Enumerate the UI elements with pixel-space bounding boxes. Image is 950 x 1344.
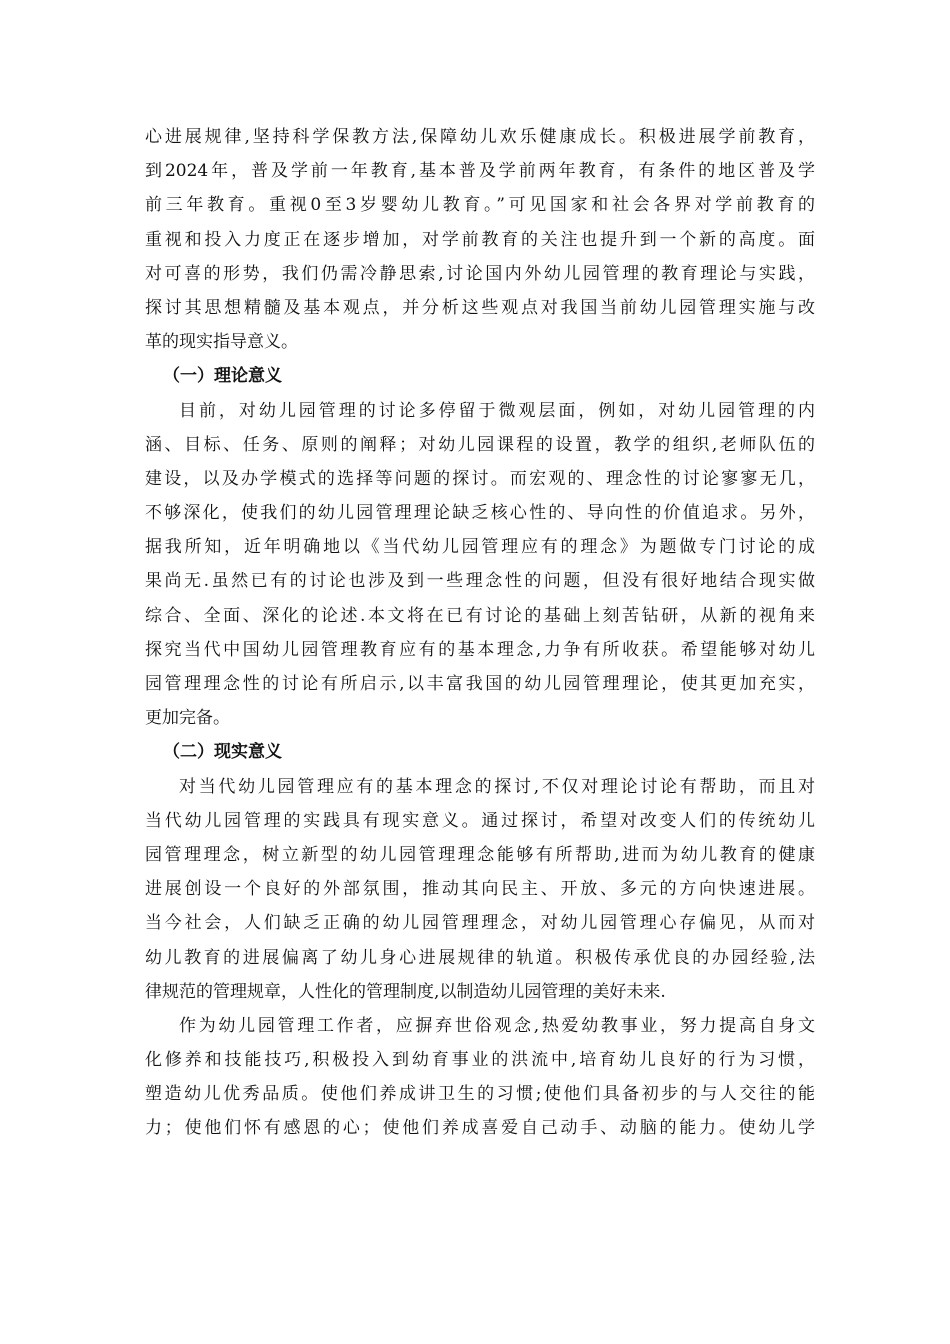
manager-paragraph [145,1009,815,1146]
text-line: 重视和投入力度正在逐步增加，对学前教育的关注也提升到一个新的高度。面 [145,229,815,250]
intro-paragraph [145,120,815,359]
text-line: 律规范的管理规章，人性化的管理制度,以制造幼儿园管理的美好未来. [145,981,666,1002]
theory-paragraph [145,394,815,736]
section-heading-theory: （一）理论意义 [163,366,282,387]
text-line: 对当代幼儿园管理应有的基本理念的探讨,不仅对理论讨论有帮助，而且对 [179,776,815,797]
text-line: 当代幼儿园管理的实践具有现实意义。通过探讨，希望对改变人们的传统幼儿 [145,810,815,831]
text-line: 幼儿教育的进展偏离了幼儿身心进展规律的轨道。积极传承优良的办园经验,法 [145,947,815,968]
text-line: 进展创设一个良好的外部氛围，推动其向民主、开放、多元的方向快速进展。 [145,879,815,900]
text-line: 探究当代中国幼儿园管理教育应有的基本理念,力争有所收获。希望能够对幼儿 [145,639,815,660]
text-line: 不够深化，使我们的幼儿园管理理论缺乏核心性的、导向性的价值追求。另外， [145,503,815,524]
text-line: 塑造幼儿优秀品质。使他们养成讲卫生的习惯;使他们具备初步的与人交往的能 [145,1084,815,1105]
text-line: 化修养和技能技巧,积极投入到幼育事业的洪流中,培育幼儿良好的行为习惯， [145,1050,815,1071]
text-line: 更加完备。 [145,708,230,729]
text-line: 心进展规律,坚持科学保教方法,保障幼儿欢乐健康成长。积极进展学前教育， [145,127,815,147]
section-heading-practice: （二）现实意义 [163,742,282,763]
text-line: 探讨其思想精髓及基本观点，并分析这些观点对我国当前幼儿园管理实施与改 [145,297,815,318]
text-line: 到2024年，普及学前一年教育,基本普及学前两年教育，有条件的地区普及学 [145,161,815,182]
text-line: 力；使他们怀有感恩的心；使他们养成喜爱自己动手、动脑的能力。使幼儿学 [145,1118,815,1139]
text-line: 涵、目标、任务、原则的阐释；对幼儿园课程的设置，教学的组织,老师队伍的 [145,434,815,455]
text-line: 园管理理念，树立新型的幼儿园管理理念能够有所帮助,进而为幼儿教育的健康 [145,844,815,865]
text-line: 果尚无.虽然已有的讨论也涉及到一些理念性的问题，但没有很好地结合现实做 [145,571,815,592]
text-line: 革的现实指导意义。 [145,332,298,353]
text-line: 据我所知，近年明确地以《当代幼儿园管理应有的理念》为题做专门讨论的成 [145,537,815,558]
practice-paragraph [145,770,815,1009]
text-line: 园管理理念性的讨论有所启示,以丰富我国的幼儿园管理理论，使其更加充实， [145,674,815,694]
text-line: 作为幼儿园管理工作者，应摒弃世俗观念,热爱幼教事业，努力提高自身文 [179,1015,815,1036]
text-line: 建设，以及办学模式的选择等问题的探讨。而宏观的、理念性的讨论寥寥无几， [145,468,815,489]
text-line: 对可喜的形势，我们仍需冷静思索,讨论国内外幼儿园管理的教育理论与实践， [145,263,815,284]
text-line: 当今社会，人们缺乏正确的幼儿园管理理念，对幼儿园管理心存偏见，从而对 [145,913,815,934]
text-line: 目前，对幼儿园管理的讨论多停留于微观层面，例如，对幼儿园管理的内 [179,400,815,421]
document-body [145,120,815,1146]
text-line: 综合、全面、深化的论述.本文将在已有讨论的基础上刻苦钻研，从新的视角来 [145,605,815,626]
text-line: 前三年教育。重视0至3岁婴幼儿教育。”可见国家和社会各界对学前教育的 [145,195,815,216]
